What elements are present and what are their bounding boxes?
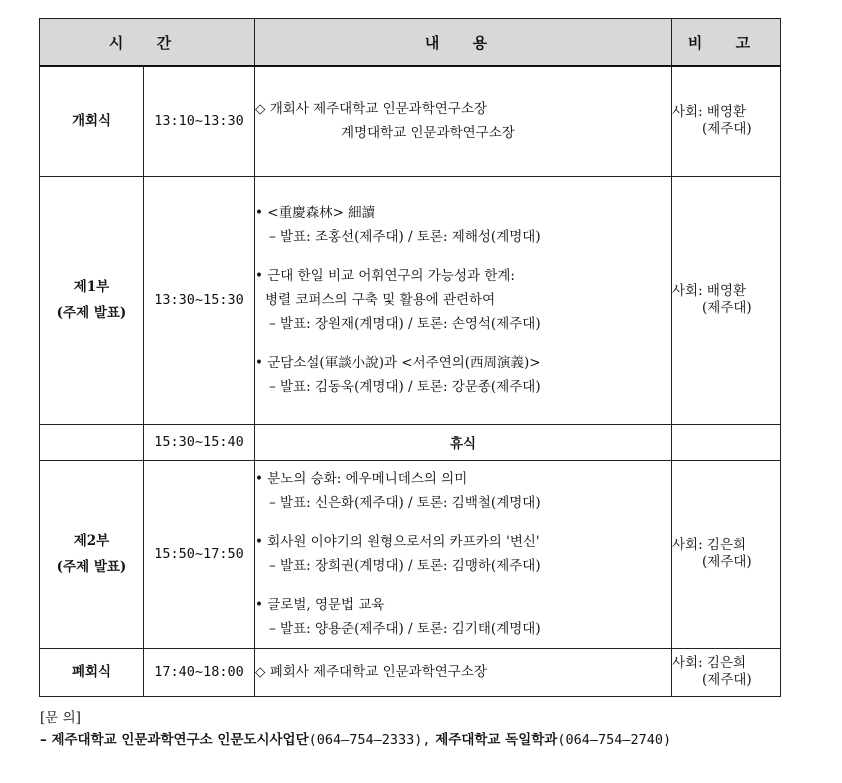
note-cell [672,66,781,176]
session-title: 제1부 [73,279,110,295]
row-closing [40,648,781,696]
session-title: 제2부 [73,533,110,549]
session-label: 폐회식 [40,648,144,696]
time-slot: 13:30~15:30 [144,176,255,424]
header-row [40,19,781,67]
schedule-table [39,18,781,697]
break-label: 휴식 [255,424,672,460]
inquiry-title: [문 의] [40,710,81,726]
contact-org-a: – 제주대학교 인문과학연구소 인문도시사업단 [40,732,309,748]
session-label: 개회식 [40,66,144,176]
content-cell [255,648,672,696]
moderator: 사회: 배영환 [672,104,747,121]
note-cell [672,176,781,424]
topic-presenters: – 발표: 김동욱(계명대) / 토론: 강문종(제주대) [269,379,541,395]
session-subtitle: (주제 발표) [56,559,127,575]
closing-line-1: ◇ 폐회사 제주대학교 인문과학연구소장 [255,664,487,680]
opening-line-1: ◇ 개회사 제주대학교 인문과학연구소장 [255,101,487,118]
session-label [40,176,144,424]
content-cell [255,460,672,648]
moderator-affiliation: (제주대) [702,300,752,316]
topic-title: • 회사원 이야기의 원형으로서의 카프카의 '변신' [255,534,540,550]
session-label [40,460,144,648]
topic-title: • 글로벌, 영문법 교육 [255,597,385,613]
moderator: 사회: 김은희 [672,537,747,553]
moderator-affiliation: (제주대) [702,672,752,688]
session-label [40,424,144,460]
moderator-affiliation: (제주대) [702,121,752,138]
time-slot: 15:50~17:50 [144,460,255,648]
topic-title: • 군담소설(軍談小說)과 <서주연의(西周演義)> [255,355,541,371]
session-subtitle: (주제 발표) [56,305,127,321]
note-cell [672,648,781,696]
header-content: 내 용 [255,19,672,67]
topic-presenters: – 발표: 장희권(계명대) / 토론: 김맹하(제주대) [269,558,541,574]
row-part2 [40,460,781,648]
topic-subtitle: 병렬 코퍼스의 구축 및 활용에 관련하여 [265,292,496,308]
contact-phone-a: (064–754–2333), [308,732,431,748]
contact-phone-b: (064–754–2740) [557,732,672,748]
moderator-affiliation: (제주대) [702,554,752,570]
topic-title: • 분노의 승화: 에우메니데스의 의미 [255,471,468,487]
topic-title: • <重慶森林> 細讀 [255,205,376,221]
moderator: 사회: 배영환 [672,283,747,299]
note-cell [672,460,781,648]
contact-org-b: 제주대학교 독일학과 [430,732,558,748]
header-note: 비 고 [672,19,781,67]
content-cell [255,66,672,176]
topic-presenters: – 발표: 장원재(계명대) / 토론: 손영석(제주대) [269,316,541,332]
moderator: 사회: 김은희 [672,655,747,671]
inquiry-contact [40,729,671,751]
time-slot: 17:40~18:00 [144,648,255,696]
row-break [40,424,781,460]
inquiry-section [40,707,671,751]
time-slot: 15:30~15:40 [144,424,255,460]
content-cell [255,176,672,424]
row-opening [40,66,781,176]
time-slot: 13:10~13:30 [144,66,255,176]
opening-line-2: 계명대학교 인문과학연구소장 [341,125,515,142]
topic-title: • 근대 한일 비교 어휘연구의 가능성과 한계: [255,268,515,284]
header-time: 시 간 [40,19,255,67]
topic-presenters: – 발표: 신은화(제주대) / 토론: 김백철(계명대) [269,495,541,511]
note-cell [672,424,781,460]
topic-presenters: – 발표: 양용준(제주대) / 토론: 김기태(계명대) [269,621,541,637]
row-part1 [40,176,781,424]
topic-presenters: – 발표: 조홍선(제주대) / 토론: 제해성(계명대) [269,229,541,245]
